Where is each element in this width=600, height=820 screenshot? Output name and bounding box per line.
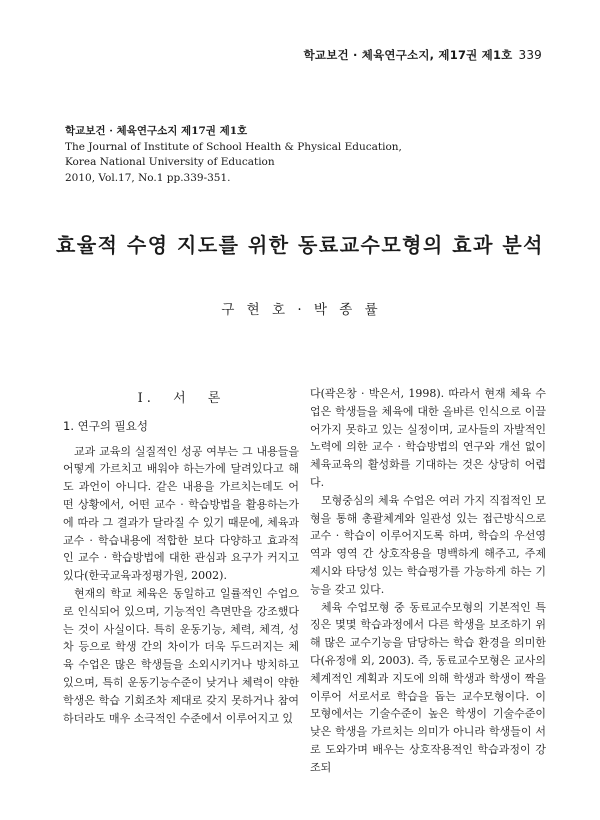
paper-authors: 구 현 호 · 박 종 률 <box>221 302 379 318</box>
paper-title: 효율적 수영 지도를 위한 동료교수모형의 효과 분석 <box>56 233 544 257</box>
journal-info-university: Korea National University of Education <box>65 156 275 168</box>
body-paragraph: 교과 교육의 실질적인 성공 여부는 그 내용들을 어떻게 가르치고 배워야 하는가에 달려있다고 해도 과언이 아니다. 같은 내용을 가르치는데도 어떤 상황에서, 어떤 교수 · 학습방법을 활용하는가에 따라 그 결과가 달라질 수 있기 때문에, 체육과 교수 · 학습내용에 적합한 보다 다양하고 효과적인 교수 · 학습방법에 대한 관심과 요구가 커지고 있다(한국교육과정평가원, 2002). <box>63 444 299 583</box>
page-number: 339 <box>518 48 542 62</box>
journal-info <box>65 124 402 186</box>
body-paragraph: 체육 수업모형 중 동료교수모형의 기본적인 특징은 몇몇 학습과정에서 다른 학생을 보조하기 위해 많은 교수기능을 담당하는 학습 환경을 의미한다(유정애 외, 2003). 즉, 동료교수모형은 교사의 체계적인 계획과 지도에 의해 학생과 학생이 짝을 이루어 서로서로 학습을 돕는 교수모형이다. 이 모형에서는 기술수준이 높은 학생이 기술수준이 낮은 학생을 가르치는 의미가 아니라 학생들이 서로 도와가며 배우는 상호작용적인 학습과정이 강조되 <box>310 600 546 774</box>
left-column <box>63 390 299 727</box>
running-head <box>304 47 542 63</box>
running-head-journal: 학교보건 · 체육연구소지, 제17권 제1호 <box>303 48 513 62</box>
journal-info-english-name: The Journal of Institute of School Health & Physical Education, <box>65 140 402 153</box>
body-paragraph: 현재의 학교 체육은 동일하고 일률적인 수업으로 인식되어 있으며, 기능적인 측면만을 강조했다는 것이 사실이다. 특히 운동기능, 체력, 체격, 성차 등으로 학생 간의 차이가 더욱 두드러지는 체육 수업은 많은 학생들을 소외시키거나 방치하고 있으며, 특히 운동기능수준이 낮거나 체력이 약한 학생은 학습 기회조차 제대로 갖지 못하거나 참여하더라도 매우 소극적인 수준에서 이루어지고 있 <box>63 586 299 725</box>
right-column <box>310 385 546 777</box>
journal-info-citation: 2010, Vol.17, No.1 pp.339-351. <box>65 171 231 184</box>
body-paragraph: 다(곽은창 · 박은서, 1998). 따라서 현재 체육 수업은 학생들을 체육에 대한 올바른 인식으로 이끌어가지 못하고 있는 실정이며, 교사들의 자발적인 노력에 의한 교수 · 학습방법의 연구와 개선 없이 체육교육의 활성화를 기대하는 것은 상당히 어렵다. <box>310 387 546 489</box>
body-paragraph: 모형중심의 체육 수업은 여러 가지 직접적인 모형을 통해 총괄체계와 일관성 있는 접근방식으로 교수 · 학습이 이루어지도록 하며, 학습의 우선영역과 영역 간 상호작용을 명백하게 해주고, 주제 제시와 타당성 있는 학습평가를 가능하게 하는 기능을 갖고 있다. <box>310 493 546 596</box>
subsection-heading-necessity: 1. 연구의 필요성 <box>63 418 148 433</box>
journal-info-korean: 학교보건 · 체육연구소지 제17권 제1호 <box>65 125 248 137</box>
section-heading-introduction: I. 서 론 <box>137 391 225 406</box>
